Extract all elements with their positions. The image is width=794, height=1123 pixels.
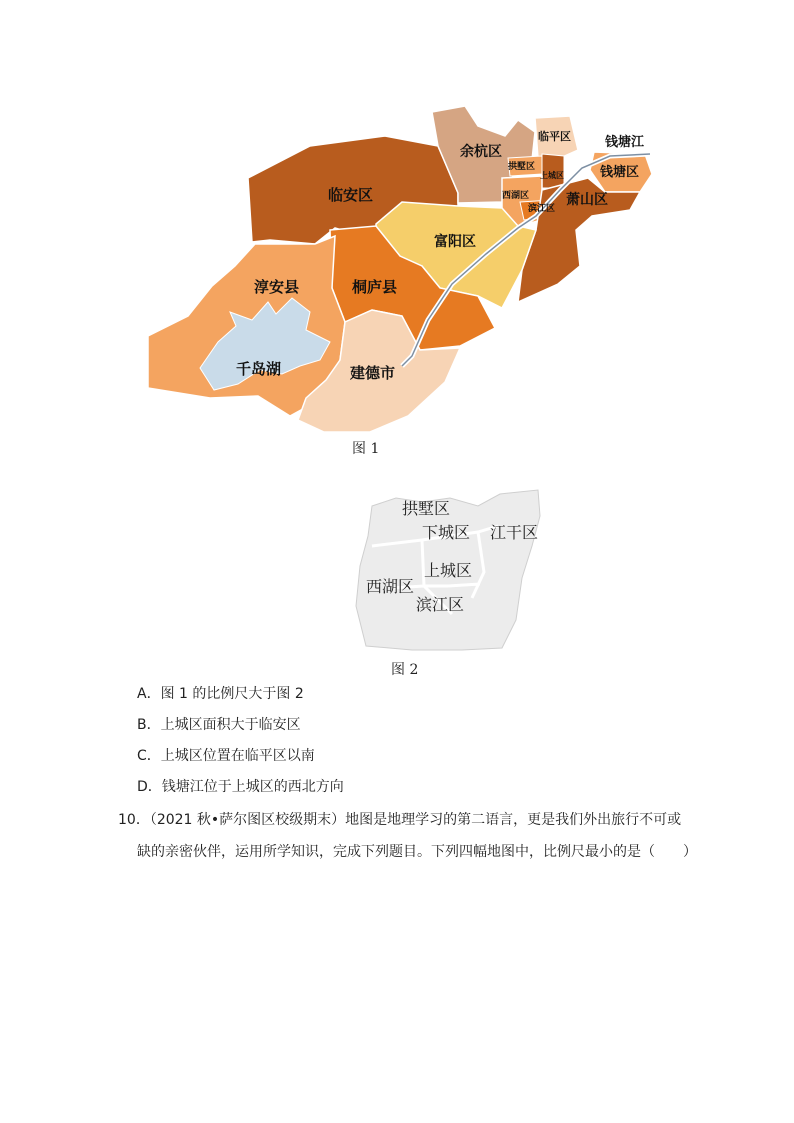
label-xiaoshan: 萧山区 [566,192,608,208]
fig2-label-jianggan: 江干区 [490,523,539,542]
fig2-label-xiacheng: 下城区 [422,523,471,542]
figure2-urban-map [352,486,544,652]
option-c: C．上城区位置在临平区以南 [137,748,315,764]
option-b: B．上城区面积大于临安区 [137,717,301,733]
fig2-label-shangcheng: 上城区 [424,561,473,580]
label-linping: 临平区 [538,130,571,143]
label-shangcheng: 上城区 [540,171,564,180]
label-chunan: 淳安县 [254,278,300,296]
label-yuhang: 余杭区 [460,144,502,160]
label-gongshu: 拱墅区 [508,162,536,172]
label-xihu: 西湖区 [502,191,530,201]
fig2-label-gongshu: 拱墅区 [402,499,451,518]
figure1-hangzhou-map [140,98,660,438]
figure1-caption: 图 1 [352,441,380,457]
label-qiantangjiang: 钱塘江 [605,135,645,150]
label-jiande: 建德市 [350,364,396,382]
question10-line1: 10．（2021 秋•萨尔图区校级期末）地图是地理学习的第二语言，更是我们外出旅行不可或 [118,812,682,828]
question10-line2: 缺的亲密伙伴，运用所学知识，完成下列题目。下列四幅地图中，比例尺最小的是（ ） [137,844,697,860]
label-qiandaohu: 千岛湖 [236,360,282,378]
figure2-caption: 图 2 [391,662,419,678]
fig2-label-xihu: 西湖区 [366,577,415,596]
label-qiantangqu: 钱塘区 [600,165,640,180]
label-linan: 临安区 [328,186,374,204]
label-binjiang: 滨江区 [528,204,556,214]
fig2-label-binjiang: 滨江区 [416,595,465,614]
label-fuyang: 富阳区 [434,234,476,250]
option-a: A．图 1 的比例尺大于图 2 [137,686,304,702]
label-tonglu: 桐庐县 [352,278,398,296]
option-d: D．钱塘江位于上城区的西北方向 [137,779,344,795]
